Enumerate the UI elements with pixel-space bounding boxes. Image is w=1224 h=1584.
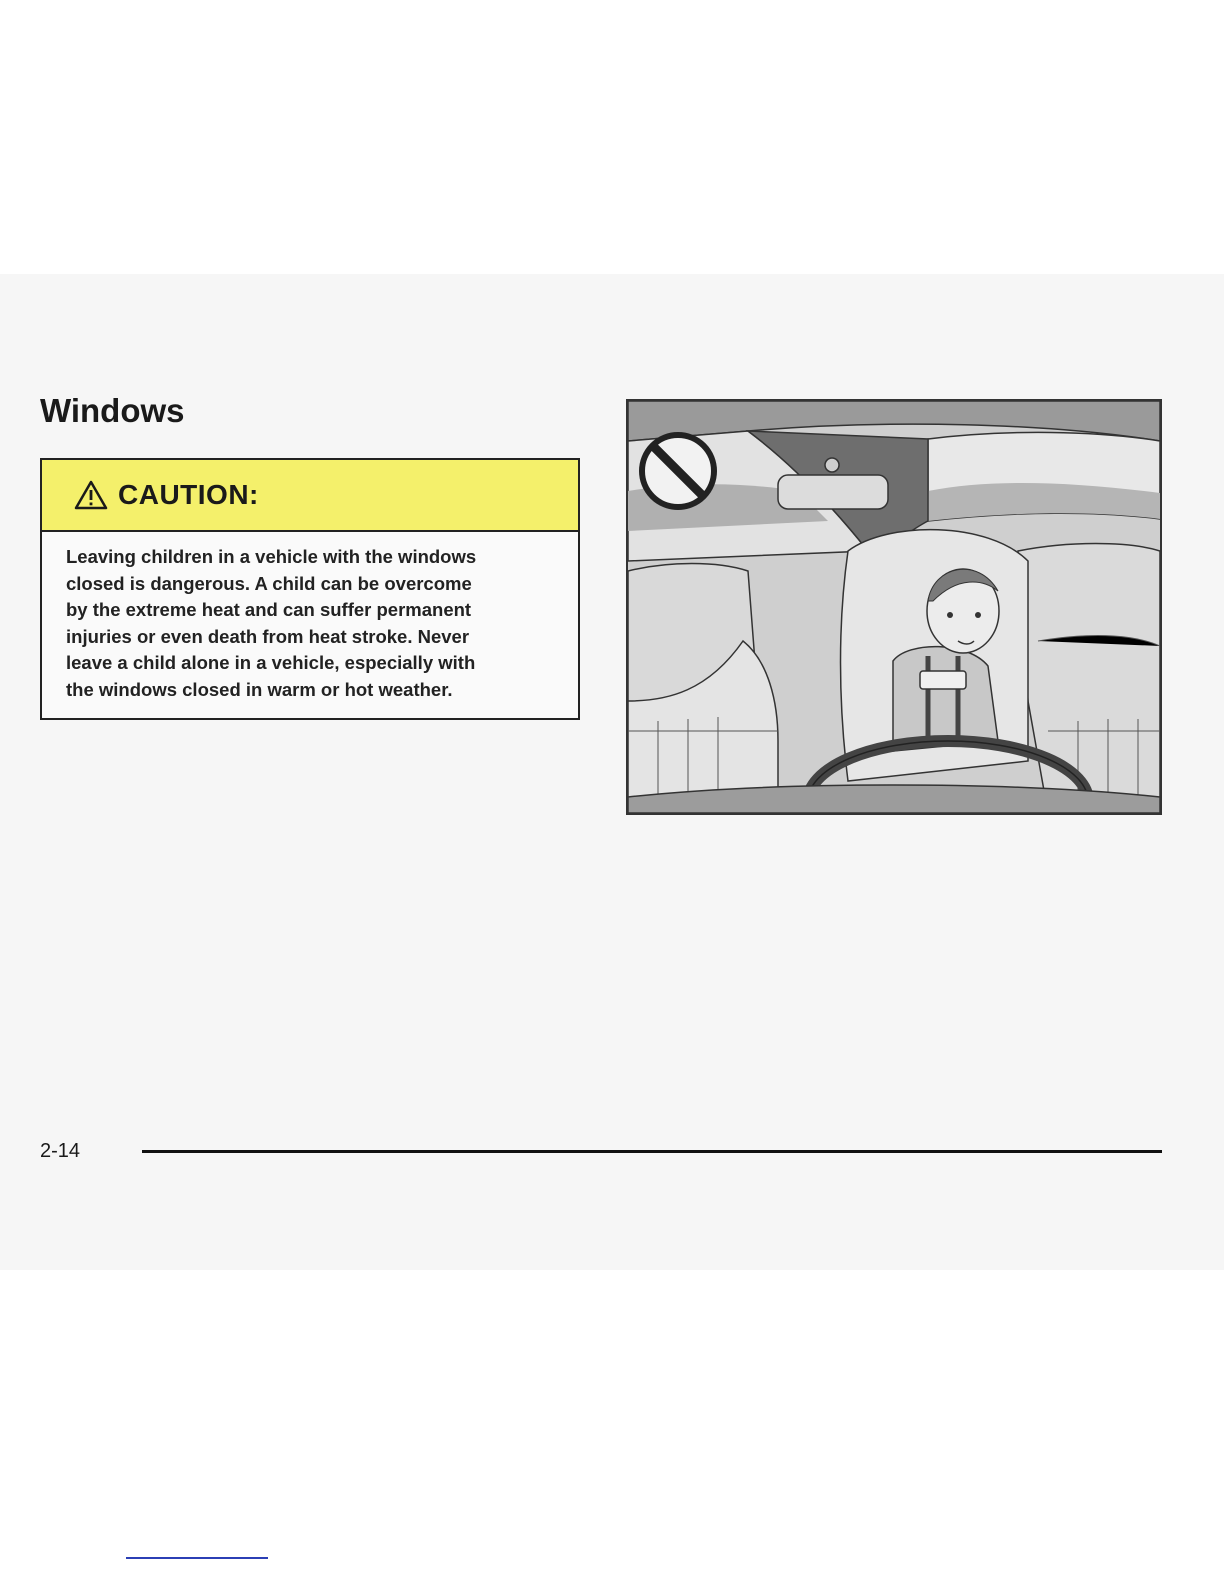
caution-header [42, 460, 578, 532]
caution-text [42, 532, 578, 703]
caution-box [40, 458, 580, 720]
caution-line: closed is dangerous. A child can be overcome [66, 572, 472, 594]
caution-line: the windows closed in warm or hot weather. [66, 678, 453, 700]
section-title: Windows [40, 392, 185, 429]
manual-page [0, 274, 1224, 1270]
caution-line: leave a child alone in a vehicle, especially with [66, 652, 476, 673]
caution-line: by the extreme heat and can suffer permanent [66, 599, 472, 620]
page-number: 2-14 [40, 1140, 81, 1162]
link-underline[interactable] [126, 1557, 268, 1559]
car-interior-drawing [628, 401, 1160, 813]
footer-rule [142, 1150, 1162, 1153]
caution-line: injuries or even death from heat stroke. Never [66, 625, 470, 647]
caution-line: Leaving children in a vehicle with the windows [66, 546, 477, 567]
child-in-car-illustration [626, 399, 1162, 815]
caution-label: CAUTION: [118, 479, 259, 510]
prohibition-icon [642, 435, 714, 507]
warning-triangle-icon [74, 480, 108, 510]
